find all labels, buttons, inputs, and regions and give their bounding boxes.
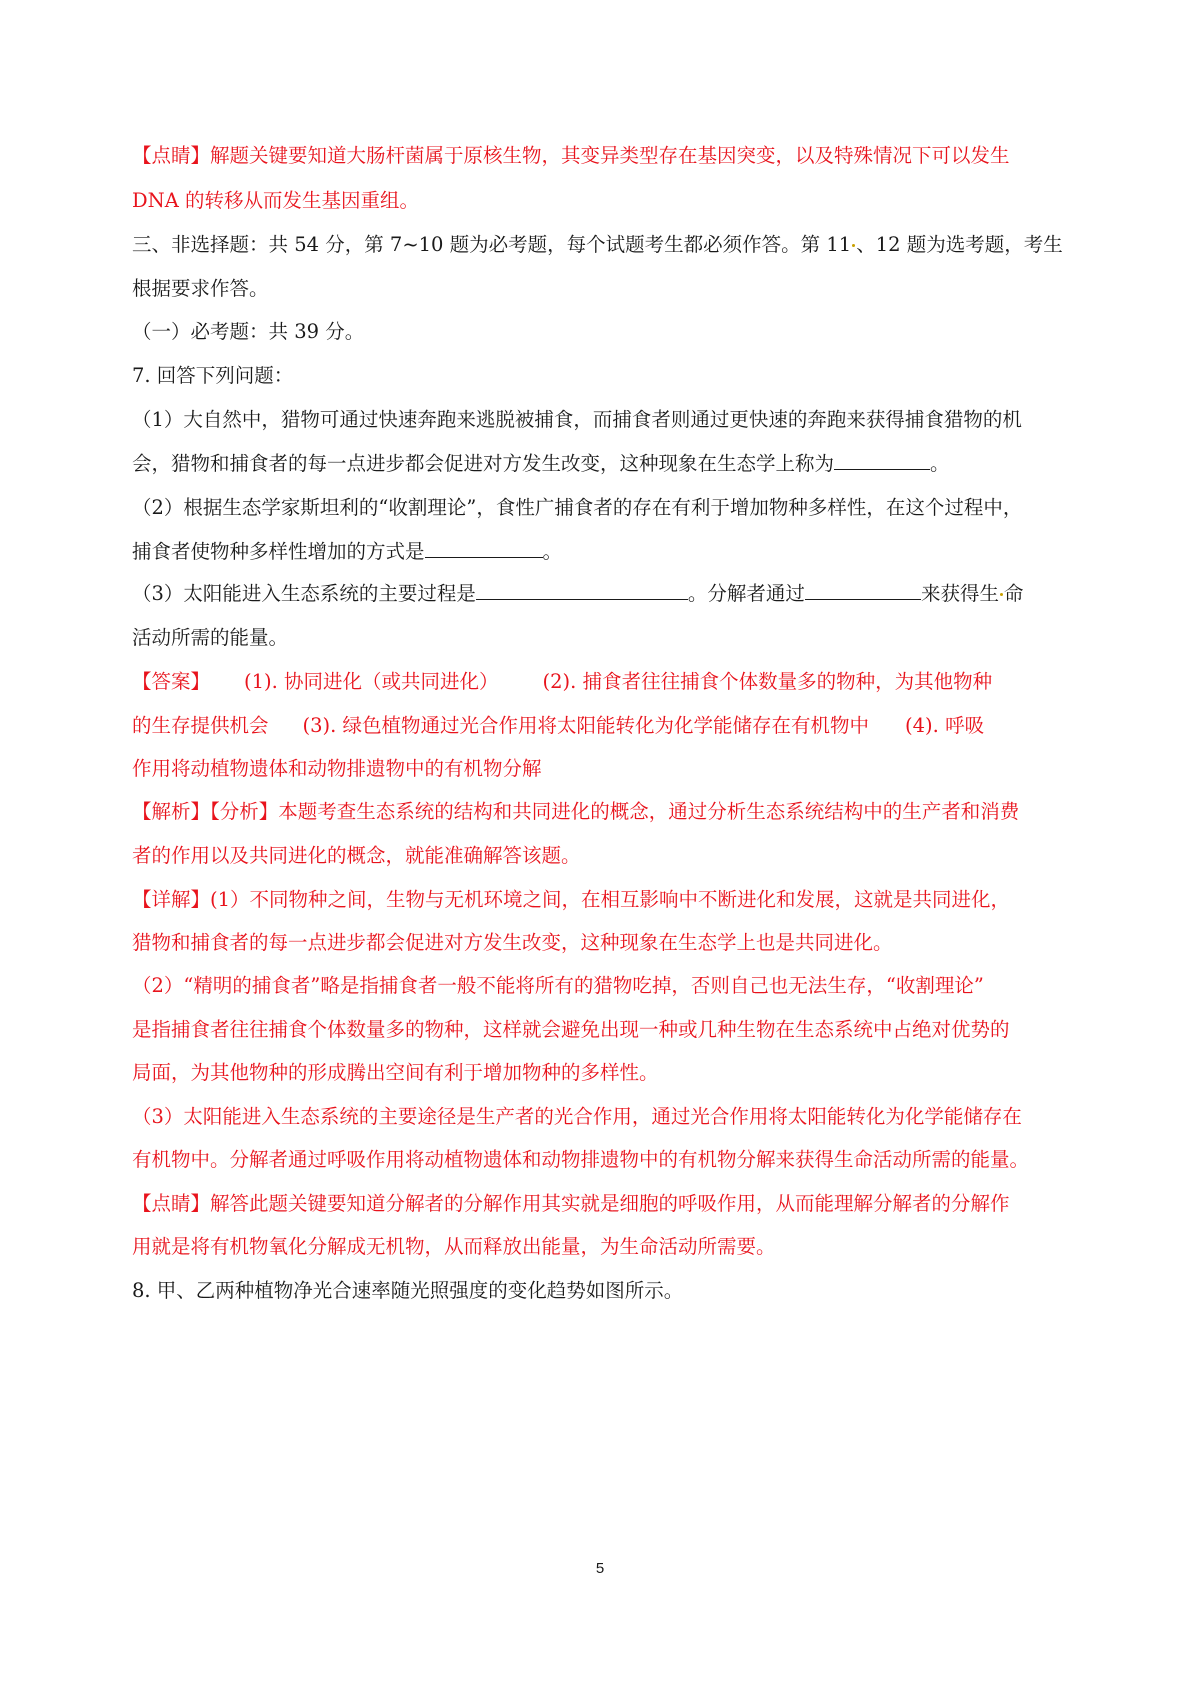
answer-blank-2[interactable] bbox=[425, 538, 543, 558]
answer-blank-1[interactable] bbox=[834, 450, 930, 470]
dianjing-1-line-1 bbox=[132, 142, 1010, 170]
q7-sub1-line-2 bbox=[132, 450, 950, 478]
answer-tag: 【答案】 bbox=[132, 670, 211, 693]
question-7-title: 7. 回答下列问题： bbox=[132, 364, 294, 387]
answer-blank-4[interactable] bbox=[805, 580, 921, 600]
answer-2-part-a: (2). 捕食者往往捕食个体数量多的物种，为其他物种 bbox=[542, 670, 993, 693]
detail-line-6: （3）太阳能进入生态系统的主要途径是生产者的光合作用，通过光合作用将太阳能转化为化学能储存在 bbox=[132, 1105, 1022, 1128]
q7-sub2-text: 捕食者使物种多样性增加的方式是 bbox=[132, 540, 425, 563]
q7-sub1-end: 。 bbox=[930, 452, 950, 475]
q7-sub3-text-b: 。分解者通过 bbox=[687, 582, 805, 605]
answer-4-part-a: (4). 呼吸 bbox=[905, 714, 985, 737]
q7-sub1-line-1: （1）大自然中，猎物可通过快速奔跑来逃脱被捕食，而捕食者则通过更快速的奔跑来获得捕食猎物的机 bbox=[132, 408, 1022, 431]
answer-3: (3). 绿色植物通过光合作用将太阳能转化为化学能储存在有机物中 bbox=[302, 714, 870, 737]
dianjing-1-tag: 【点睛】 bbox=[132, 144, 211, 167]
dianjing-2-line-1 bbox=[132, 1190, 1010, 1218]
page-number: 5 bbox=[595, 1560, 605, 1577]
question-8-title: 8. 甲、乙两种植物净光合速率随光照强度的变化趋势如图所示。 bbox=[132, 1279, 684, 1302]
answer-line-2 bbox=[132, 712, 984, 740]
analysis-text-1: 本题考查生态系统的结构和共同进化的概念，通过分析生态系统结构中的生产者和消费 bbox=[278, 800, 1020, 823]
answer-blank-3[interactable] bbox=[476, 580, 688, 600]
dianjing-2-tag: 【点睛】 bbox=[132, 1192, 211, 1215]
section-3-text-b: 、12 题为选考题，考生 bbox=[856, 233, 1063, 256]
q7-sub3-text-a: （3）太阳能进入生态系统的主要过程是 bbox=[132, 582, 476, 605]
q7-sub2-line-1: （2）根据生态学家斯坦利的“收割理论”，食性广捕食者的存在有利于增加物种多样性，在这个过程中， bbox=[132, 496, 1023, 519]
section-3-line-2: 根据要求作答。 bbox=[132, 277, 269, 300]
detail-line-2: 猎物和捕食者的每一点进步都会促进对方发生改变，这种现象在生态学上也是共同进化。 bbox=[132, 931, 893, 954]
analysis-line-1 bbox=[132, 798, 1019, 826]
part-1-heading: （一）必考题：共 39 分。 bbox=[132, 320, 365, 343]
dianjing-2-text-1: 解答此题关键要知道分解者的分解作用其实就是细胞的呼吸作用，从而能理解分解者的分解作 bbox=[210, 1192, 1010, 1215]
detail-line-5: 局面，为其他物种的形成腾出空间有利于增加物种的多样性。 bbox=[132, 1061, 659, 1084]
q7-sub3-text-d: 命 bbox=[1003, 582, 1024, 605]
dianjing-1-text-1: 解题关键要知道大肠杆菌属于原核生物，其变异类型存在基因突变，以及特殊情况下可以发生 bbox=[210, 144, 1010, 167]
answer-2-part-b: 的生存提供机会 bbox=[132, 714, 269, 737]
answer-line-3: 作用将动植物遗体和动物排遗物中的有机物分解 bbox=[132, 757, 542, 780]
q7-sub1-text: 会，猎物和捕食者的每一点进步都会促进对方发生改变，这种现象在生态学上称为 bbox=[132, 452, 835, 475]
answer-1: (1). 协同进化（或共同进化） bbox=[244, 670, 499, 693]
q7-sub3-line-2: 活动所需的能量。 bbox=[132, 626, 289, 649]
dianjing-1-line-2: DNA 的转移从而发生基因重组。 bbox=[132, 189, 419, 212]
analysis-tag: 【解析】【分析】 bbox=[132, 800, 279, 823]
detail-text-1: (1）不同物种之间，生物与无机环境之间，在相互影响中不断进化和发展，这就是共同进化， bbox=[210, 888, 1011, 911]
section-3-text-a: 三、非选择题：共 54 分，第 7~10 题为必考题，每个试题考生都必须作答。第 11 bbox=[132, 233, 852, 256]
q7-sub2-line-2 bbox=[132, 538, 562, 566]
dot-mark bbox=[1000, 593, 1003, 596]
q7-sub3-text-c: 来获得生 bbox=[920, 582, 999, 605]
dot-mark bbox=[852, 244, 855, 247]
detail-line-7: 有机物中。分解者通过呼吸作用将动植物遗体和动物排遗物中的有机物分解来获得生命活动所需的能量。 bbox=[132, 1148, 1030, 1171]
detail-line-1 bbox=[132, 886, 1010, 914]
analysis-line-2: 者的作用以及共同进化的概念，就能准确解答该题。 bbox=[132, 844, 581, 867]
dianjing-2-line-2: 用就是将有机物氧化分解成无机物，从而释放出能量，为生命活动所需要。 bbox=[132, 1235, 776, 1258]
detail-line-3: （2）“精明的捕食者”略是指捕食者一般不能将所有的猎物吃掉，否则自己也无法生存，“收割理论” bbox=[132, 974, 984, 997]
answer-line-1 bbox=[132, 668, 992, 696]
q7-sub3-line-1 bbox=[132, 580, 1023, 608]
section-3-line-1 bbox=[132, 231, 1063, 259]
q7-sub2-end: 。 bbox=[542, 540, 563, 563]
detail-tag: 【详解】 bbox=[132, 888, 211, 911]
detail-line-4: 是指捕食者往往捕食个体数量多的物种，这样就会避免出现一种或几种生物在生态系统中占绝对优势的 bbox=[132, 1018, 1010, 1041]
